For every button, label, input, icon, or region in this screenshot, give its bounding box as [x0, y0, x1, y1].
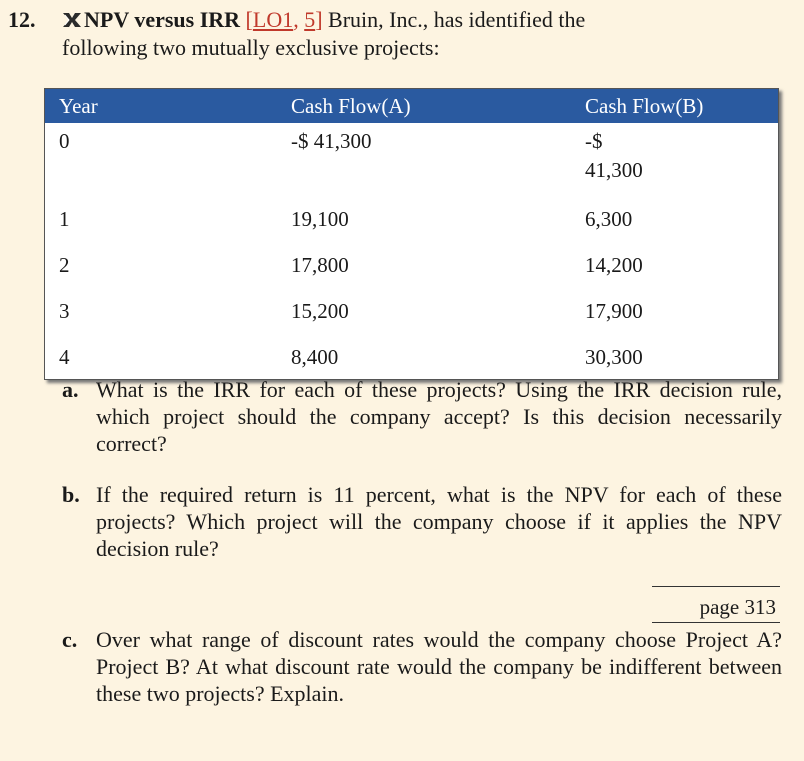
- cash-flow-b-cell: 14,200: [585, 253, 643, 277]
- lo-close-bracket: ]: [315, 7, 323, 32]
- table-row: [45, 245, 778, 291]
- cash-flow-a-cell: 17,800: [291, 253, 349, 277]
- year-cell: 1: [59, 207, 70, 231]
- table-row: [45, 123, 778, 199]
- cash-flow-b-cell: 30,300: [585, 345, 643, 369]
- question-c: [62, 626, 782, 707]
- table-row: [45, 337, 778, 379]
- question-c-text: [96, 626, 782, 707]
- problem-title: NPV versus IRR: [84, 7, 241, 32]
- question-a: [62, 376, 782, 457]
- lo1-link[interactable]: LO1: [252, 7, 294, 32]
- cash-flow-a-cell: -$ 41,300: [291, 129, 372, 153]
- cash-flow-a-cell: 8,400: [291, 345, 339, 369]
- header-cash-flow-b: Cash Flow(B): [585, 93, 704, 118]
- header-year: Year: [59, 93, 98, 118]
- lo-open-bracket: [: [245, 7, 253, 32]
- lo5-link[interactable]: 5: [304, 7, 316, 32]
- header-cash-flow-a: Cash Flow(A): [291, 93, 411, 118]
- question-c-label: c.: [62, 627, 78, 652]
- year-cell: 3: [59, 299, 70, 323]
- year-cell: 4: [59, 345, 70, 369]
- excel-icon: [62, 11, 82, 29]
- lo-separator: ,: [293, 7, 299, 32]
- cash-flow-b-line1: -$: [585, 129, 603, 153]
- year-cell: 2: [59, 253, 70, 277]
- page-reference: page 313: [652, 586, 780, 623]
- problem-number: 12.: [8, 7, 36, 32]
- question-a-label: a.: [62, 377, 79, 402]
- year-cell: 0: [59, 129, 70, 153]
- table-row: [45, 199, 778, 245]
- cash-flow-a-cell: 15,200: [291, 299, 349, 323]
- question-b-label: b.: [62, 482, 80, 507]
- question-b-text: If the required return is 11 percent, what is the NPV for each of these projects? Which project will the company choose if it applies the NPV decision rule?: [96, 482, 782, 561]
- cash-flow-b-cell: [585, 123, 778, 199]
- cash-flow-b-line2: 41,300: [585, 158, 643, 182]
- cash-flow-table: [44, 88, 779, 380]
- question-c-text-wrap: Over what range of discount rates would the company choose Project A? Project B? At what discount rate would the company be indifferent between these two projects? Explain.: [96, 627, 782, 706]
- problem-header: [8, 6, 798, 62]
- header-line-1: [8, 6, 798, 34]
- table-header-row: [45, 89, 778, 123]
- cash-flow-a-cell: 19,100: [291, 207, 349, 231]
- intro-text-2: following two mutually exclusive projects:: [62, 35, 440, 60]
- table-row: [45, 291, 778, 337]
- cash-flow-b-cell: 17,900: [585, 299, 643, 323]
- intro-text-1: Bruin, Inc., has identified the: [328, 7, 586, 32]
- question-b: [62, 481, 782, 562]
- cash-flow-b-cell: 6,300: [585, 207, 633, 231]
- question-a-text: What is the IRR for each of these projects? Using the IRR decision rule, which project should the company accept? Is this decision necessarily correct?: [96, 377, 782, 456]
